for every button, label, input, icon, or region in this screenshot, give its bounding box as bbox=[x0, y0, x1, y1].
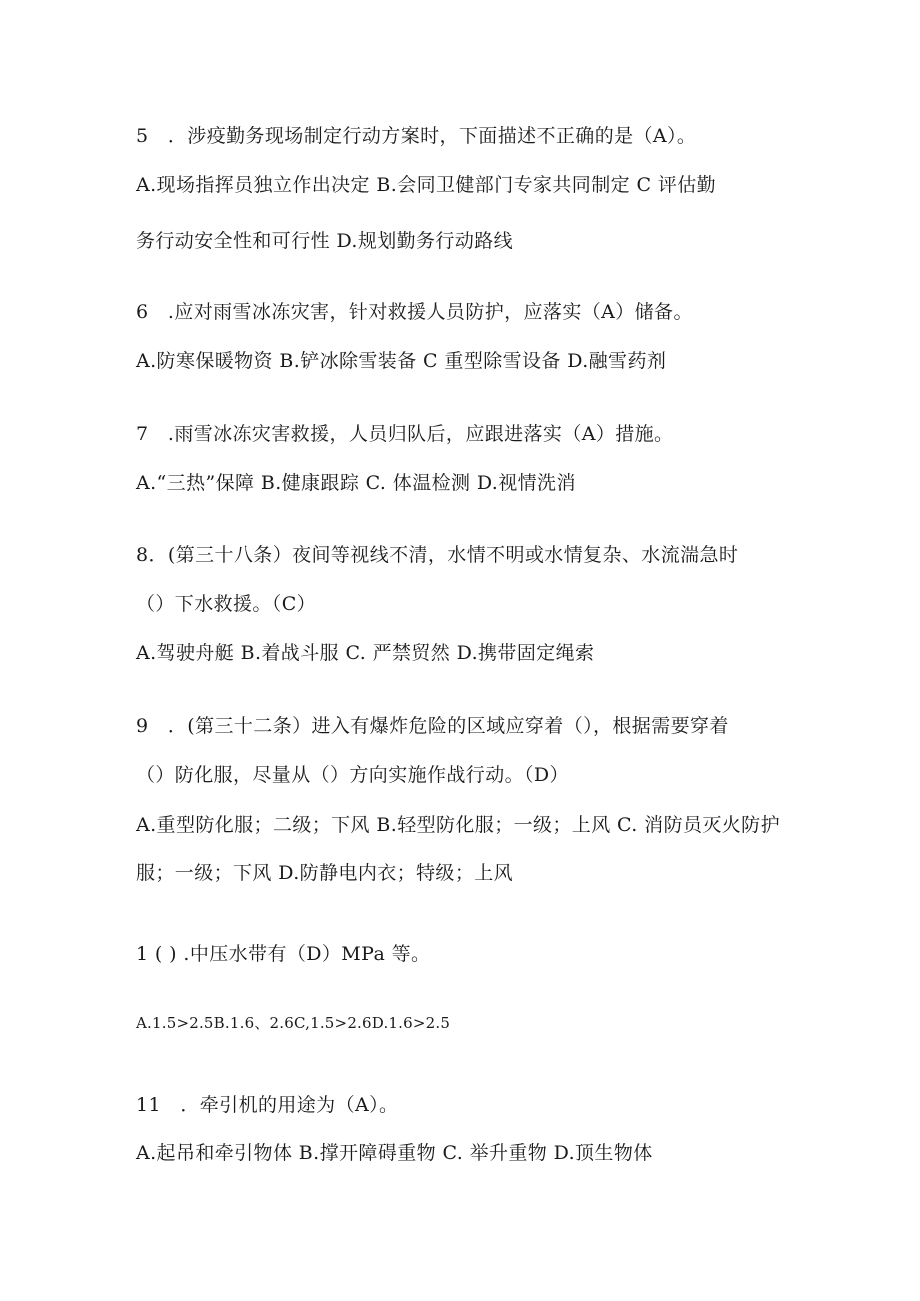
question-8-stem-line-2: （）下水救援。（C） bbox=[136, 593, 317, 615]
question-11-stem: 11 ．牵引机的用途为（A）。 bbox=[136, 1094, 399, 1116]
question-9-options-line-1: A.重型防化服；二级；下风 B.轻型防化服；一级；上风 C. 消防员灭火防护 bbox=[136, 814, 780, 836]
question-7-stem: 7 .雨雪冰冻灾害救援，人员归队后，应跟进落实（A）措施。 bbox=[136, 423, 674, 445]
question-6-stem: 6 .应对雨雪冰冻灾害，针对救援人员防护，应落实（A）储备。 bbox=[136, 301, 693, 323]
question-5-options-line-1: A.现场指挥员独立作出决定 B.会同卫健部门专家共同制定 C 评估勤 bbox=[136, 174, 717, 196]
question-8-stem-line-1: 8．(第三十八条）夜间等视线不清，水情不明或水情复杂、水流湍急时 bbox=[136, 544, 739, 566]
question-10-options: A.1.5>2.5B.1.6、2.6C,1.5>2.6D.1.6>2.5 bbox=[136, 1014, 451, 1032]
question-10-stem: 1 ( ) .中压水带有（D）MPa 等。 bbox=[136, 943, 431, 965]
question-5-stem: 5 ．涉疫勤务现场制定行动方案时，下面描述不正确的是（A）。 bbox=[136, 125, 697, 147]
question-9-stem-line-2: （）防化服，尽量从（）方向实施作战行动。（D） bbox=[136, 764, 569, 786]
question-6-options: A.防寒保暖物资 B.铲冰除雪装备 C 重型除雪设备 D.融雪药剂 bbox=[136, 350, 667, 372]
question-9-stem-line-1: 9 ．(第三十二条）进入有爆炸危险的区域应穿着（），根据需要穿着 bbox=[136, 715, 729, 737]
question-9-options-line-2: 服；一级；下风 D.防静电内衣；特级；上风 bbox=[136, 862, 514, 884]
question-8-options: A.驾驶舟艇 B.着战斗服 C. 严禁贸然 D.携带固定绳索 bbox=[136, 642, 595, 664]
question-11-options: A.起吊和牵引物体 B.撑开障碍重物 C. 举升重物 D.顶生物体 bbox=[136, 1142, 653, 1164]
question-7-options: A.“三热”保障 B.健康跟踪 C. 体温检测 D.视情洗消 bbox=[136, 472, 576, 494]
question-5-options-line-2: 务行动安全性和可行性 D.规划勤务行动路线 bbox=[136, 230, 514, 252]
